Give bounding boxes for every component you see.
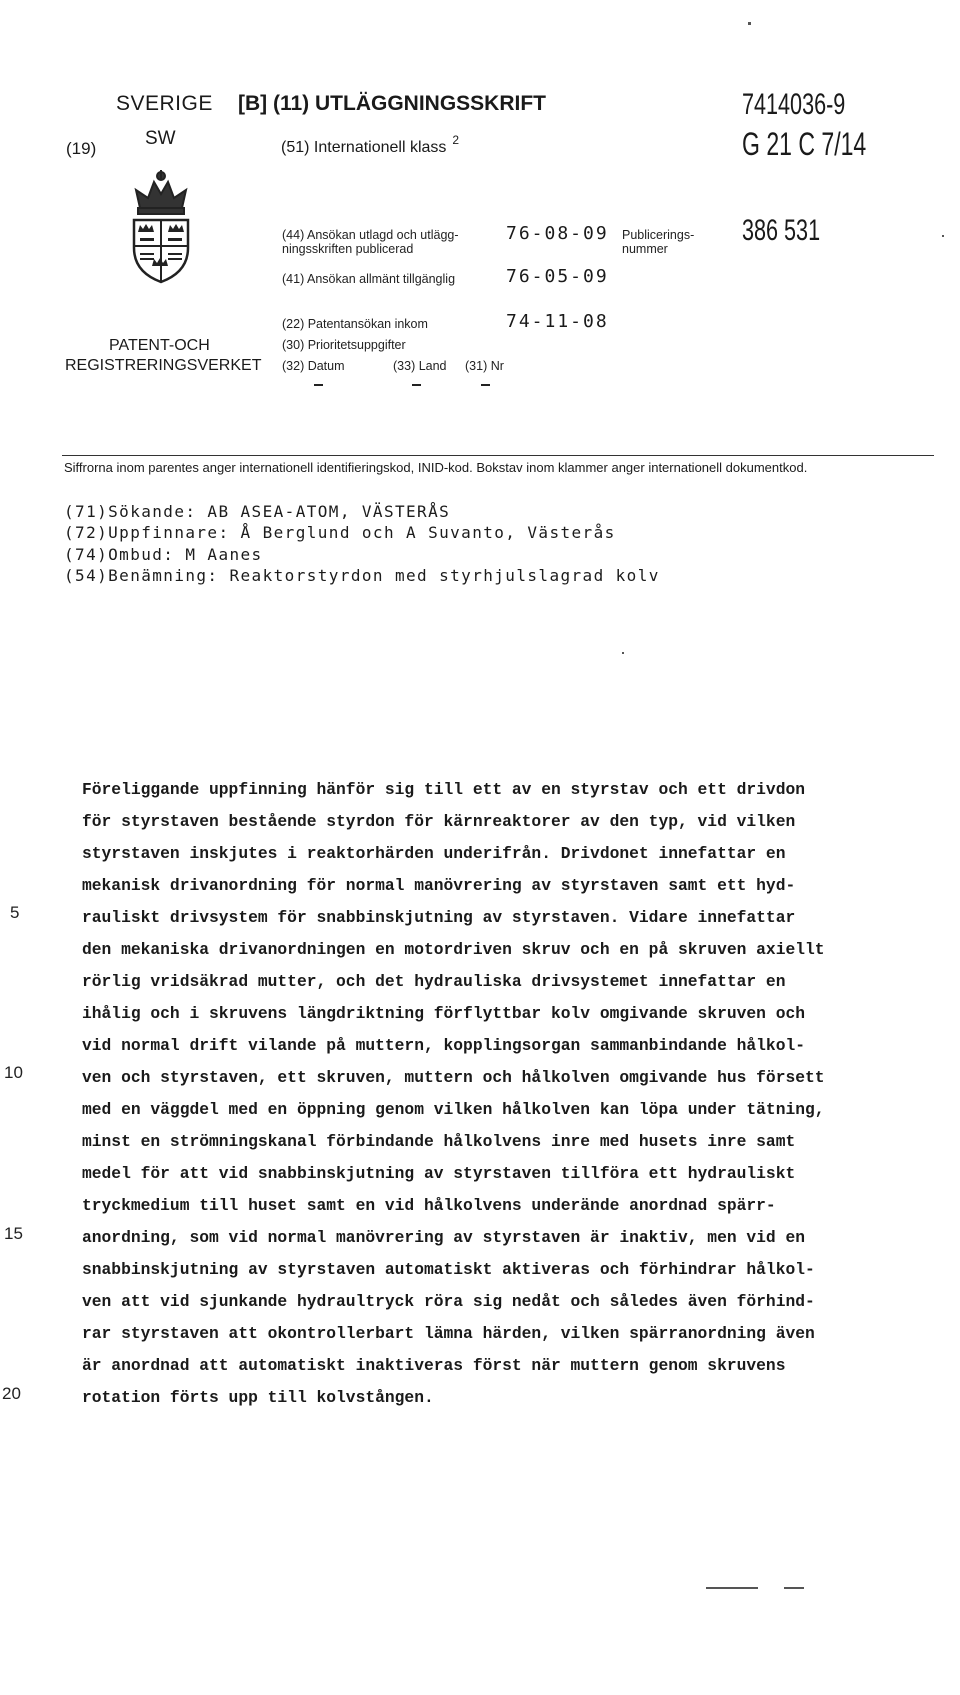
laid-open-label: (44) Ansökan utlagd och utlägg- ningsskriften publicerad xyxy=(282,228,459,256)
available-label: (41) Ansökan allmänt tillgänglig xyxy=(282,272,456,286)
abstract-line: för styrstaven bestående styrdon för kärnreaktorer av den typ, vid vilken xyxy=(82,812,796,831)
priority-date-empty-dash xyxy=(314,384,323,386)
abstract-line: medel för att vid snabbinskjutning av styrstaven tillföra ett hydrauliskt xyxy=(82,1164,796,1183)
priority-number-label: (31) Nr xyxy=(465,359,504,373)
filed-date: 74-11-08 xyxy=(506,311,609,332)
priority-country-label: (33) Land xyxy=(393,359,447,373)
document-kind: [B] (11) UTLÄGGNINGSSKRIFT xyxy=(238,92,546,115)
laid-open-date: 76-08-09 xyxy=(506,223,609,244)
priority-date-label: (32) Datum xyxy=(282,359,345,373)
filed-label: (22) Patentansökan inkom xyxy=(282,317,428,331)
abstract-line: minst en strömningskanal förbindande hålkolvens inre med husets inre samt xyxy=(82,1132,796,1151)
intl-class-label xyxy=(281,133,460,157)
abstract-line: den mekaniska drivanordningen en motordriven skruv och en på skruven axiellt xyxy=(82,940,825,959)
priority-country-empty-dash xyxy=(412,384,421,386)
ipc-classification: G 21 C 7/14 xyxy=(742,126,867,162)
available-date: 76-05-09 xyxy=(506,266,609,287)
header-divider xyxy=(62,455,934,456)
abstract-line: rauliskt drivsystem för snabbinskjutning av styrstaven. Vidare innefattar xyxy=(82,908,796,927)
intl-class-edition: 2 xyxy=(452,133,460,147)
abstract-line: rar styrstaven att okontrollerbart lämna härden, vilken spärranordning även xyxy=(82,1324,815,1343)
margin-line-number: 20 xyxy=(2,1384,21,1403)
priority-label: (30) Prioritetsuppgifter xyxy=(282,338,406,352)
applicant: (71)Sökande: AB ASEA-ATOM, VÄSTERÅS xyxy=(64,502,451,521)
margin-line-number: 10 xyxy=(4,1063,23,1082)
scan-speck xyxy=(622,652,624,654)
abstract-line: vid normal drift vilande på muttern, kopplingsorgan sammanbindande hålkol- xyxy=(82,1036,806,1055)
invention-title: (54)Benämning: Reaktorstyrdon med styrhjulslagrad kolv xyxy=(64,566,660,585)
country-name: SVERIGE xyxy=(116,92,213,115)
abstract-line: rotation förts upp till kolvstången. xyxy=(82,1388,434,1407)
abstract-line: Föreliggande uppfinning hänför sig till ett av en styrstav och ett drivdon xyxy=(82,780,806,799)
agent: (74)Ombud: M Aanes xyxy=(64,545,263,564)
scan-speck xyxy=(784,1587,804,1589)
scan-speck xyxy=(706,1587,758,1589)
inventors: (72)Uppfinnare: Å Berglund och A Suvanto, Västerås xyxy=(64,523,616,542)
abstract-line: rörlig vridsäkrad mutter, och det hydrauliska drivsystemet innefattar en xyxy=(82,972,786,991)
inid-code-19: (19) xyxy=(66,139,97,158)
scan-speck xyxy=(748,22,751,25)
office-name-line2: REGISTRERINGSVERKET xyxy=(65,357,262,374)
abstract xyxy=(82,774,912,1414)
document-number: 7414036-9 xyxy=(742,88,846,121)
abstract-line: ven att vid sjunkande hydraultryck röra sig nedåt och således även förhind- xyxy=(82,1292,815,1311)
abstract-line: är anordnad att automatiskt inaktiveras först när muttern genom skruvens xyxy=(82,1356,786,1375)
priority-number-empty-dash xyxy=(481,384,490,386)
swedish-coat-of-arms-icon xyxy=(126,168,196,288)
publication-number-label: Publicerings- nummer xyxy=(622,228,695,256)
abstract-line: styrstaven inskjutes i reaktorhärden underifrån. Drivdonet innefattar en xyxy=(82,844,786,863)
inid-note: Siffrorna inom parentes anger internationell identifieringskod, INID-kod. Bokstav inom klammer anger internationell dokumentkod. xyxy=(64,460,808,475)
country-code: SW xyxy=(145,128,176,149)
intl-class-text: (51) Internationell klass xyxy=(281,139,447,156)
margin-line-number: 15 xyxy=(4,1224,23,1243)
abstract-line: tryckmedium till huset samt en vid hålkolvens underände anordnad spärr- xyxy=(82,1196,776,1215)
scan-speck xyxy=(942,235,944,237)
abstract-line: med en väggdel med en öppning genom vilken hålkolven kan löpa under tätning, xyxy=(82,1100,825,1119)
abstract-line: ihålig och i skruvens längdriktning förflyttbar kolv omgivande skruven och xyxy=(82,1004,806,1023)
abstract-line: anordning, som vid normal manövrering av styrstaven är inaktiv, men vid en xyxy=(82,1228,806,1247)
publication-number: 386 531 xyxy=(742,214,821,247)
abstract-line: snabbinskjutning av styrstaven automatiskt aktiveras och förhindrar hålkol- xyxy=(82,1260,815,1279)
margin-line-number: 5 xyxy=(10,903,20,922)
office-name-line1: PATENT-OCH xyxy=(109,337,210,354)
abstract-line: ven och styrstaven, ett skruven, muttern och hålkolven omgivande hus försett xyxy=(82,1068,825,1087)
abstract-line: mekanisk drivanordning för normal manövrering av styrstaven samt ett hyd- xyxy=(82,876,796,895)
